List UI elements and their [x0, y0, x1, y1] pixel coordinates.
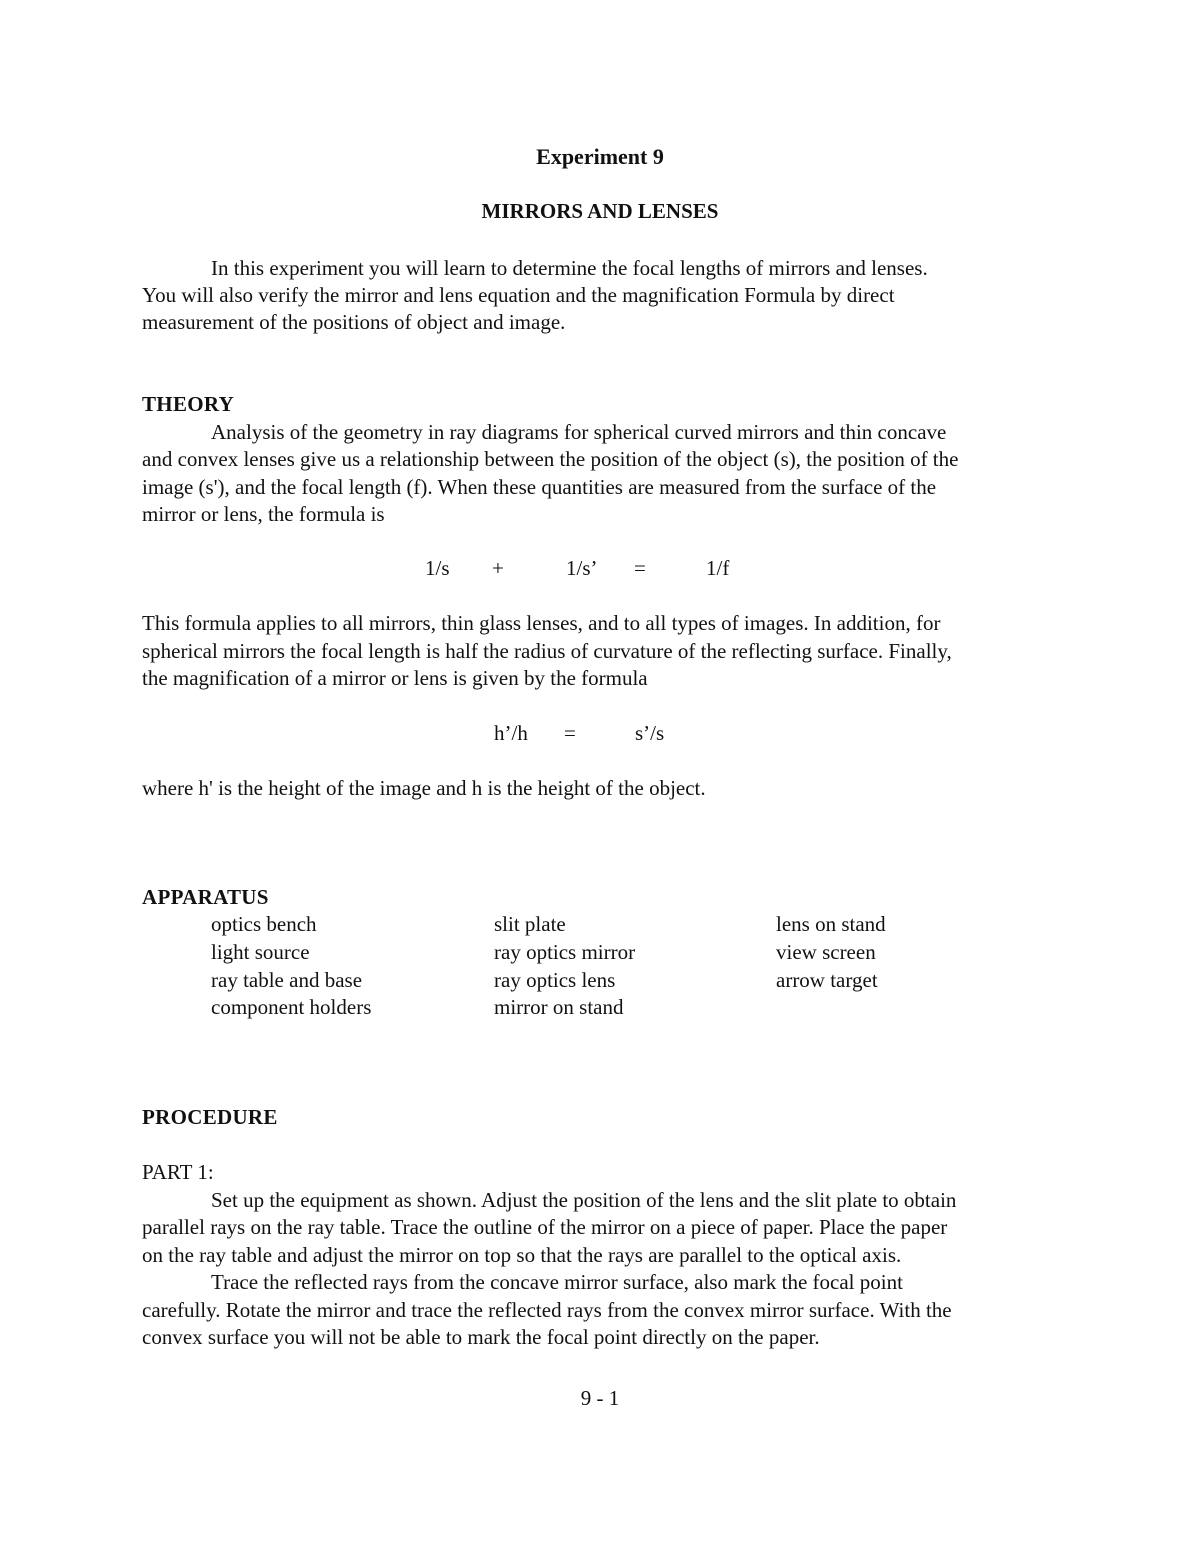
equation-term: s’/s: [635, 721, 665, 745]
apparatus-item: component holders: [211, 995, 372, 1019]
experiment-number: Experiment 9: [536, 144, 664, 169]
theory-heading: THEORY: [142, 392, 235, 416]
apparatus-heading: APPARATUS: [142, 885, 269, 909]
procedure-line: parallel rays on the ray table. Trace the outline of the mirror on a piece of paper. Place the paper: [142, 1215, 948, 1239]
equation-operator: +: [492, 556, 504, 580]
theory-line: where h' is the height of the image and h is the height of the object.: [142, 776, 706, 800]
procedure-line: convex surface you will not be able to mark the focal point directly on the paper.: [142, 1325, 820, 1349]
apparatus-item: light source: [211, 940, 310, 964]
apparatus-item: optics bench: [211, 912, 317, 936]
theory-line: spherical mirrors the focal length is half the radius of curvature of the reflecting surface. Finally,: [142, 639, 952, 663]
procedure-line: Set up the equipment as shown. Adjust the position of the lens and the slit plate to obtain: [211, 1188, 957, 1212]
apparatus-item: view screen: [776, 940, 876, 964]
theory-line: image (s'), and the focal length (f). When these quantities are measured from the surface of the: [142, 475, 937, 499]
equation-term: 1/s: [425, 556, 450, 580]
apparatus-item: ray table and base: [211, 968, 363, 992]
apparatus-item: lens on stand: [776, 912, 886, 936]
part-label: PART 1:: [142, 1160, 214, 1184]
equation-operator: =: [634, 556, 646, 580]
intro-line: measurement of the positions of object and image.: [142, 310, 566, 334]
equation-term: 1/s’: [566, 556, 598, 580]
procedure-line: carefully. Rotate the mirror and trace the reflected rays from the convex mirror surface. With the: [142, 1298, 952, 1322]
equation-term: 1/f: [706, 556, 730, 580]
procedure-line: Trace the reflected rays from the concave mirror surface, also mark the focal point: [211, 1270, 903, 1294]
equation-term: h’/h: [494, 721, 528, 745]
apparatus-item: ray optics mirror: [494, 940, 636, 964]
procedure-heading: PROCEDURE: [142, 1105, 278, 1129]
intro-line: In this experiment you will learn to determine the focal lengths of mirrors and lenses.: [211, 256, 928, 280]
procedure-line: on the ray table and adjust the mirror on top so that the rays are parallel to the optical axis.: [142, 1243, 902, 1267]
apparatus-item: ray optics lens: [494, 968, 616, 992]
intro-line: You will also verify the mirror and lens equation and the magnification Formula by direct: [142, 283, 895, 307]
apparatus-item: arrow target: [776, 968, 878, 992]
theory-line: This formula applies to all mirrors, thin glass lenses, and to all types of images. In addition, for: [142, 611, 941, 635]
equation-operator: =: [564, 721, 576, 745]
theory-line: the magnification of a mirror or lens is given by the formula: [142, 666, 648, 690]
apparatus-item: mirror on stand: [494, 995, 624, 1019]
apparatus-item: slit plate: [494, 912, 566, 936]
theory-line: mirror or lens, the formula is: [142, 502, 385, 526]
theory-line: Analysis of the geometry in ray diagrams for spherical curved mirrors and thin concave: [211, 420, 947, 444]
page-number: 9 - 1: [580, 1386, 620, 1410]
theory-line: and convex lenses give us a relationship between the position of the object (s), the position of the: [142, 447, 959, 471]
page-title: MIRRORS AND LENSES: [481, 199, 719, 223]
